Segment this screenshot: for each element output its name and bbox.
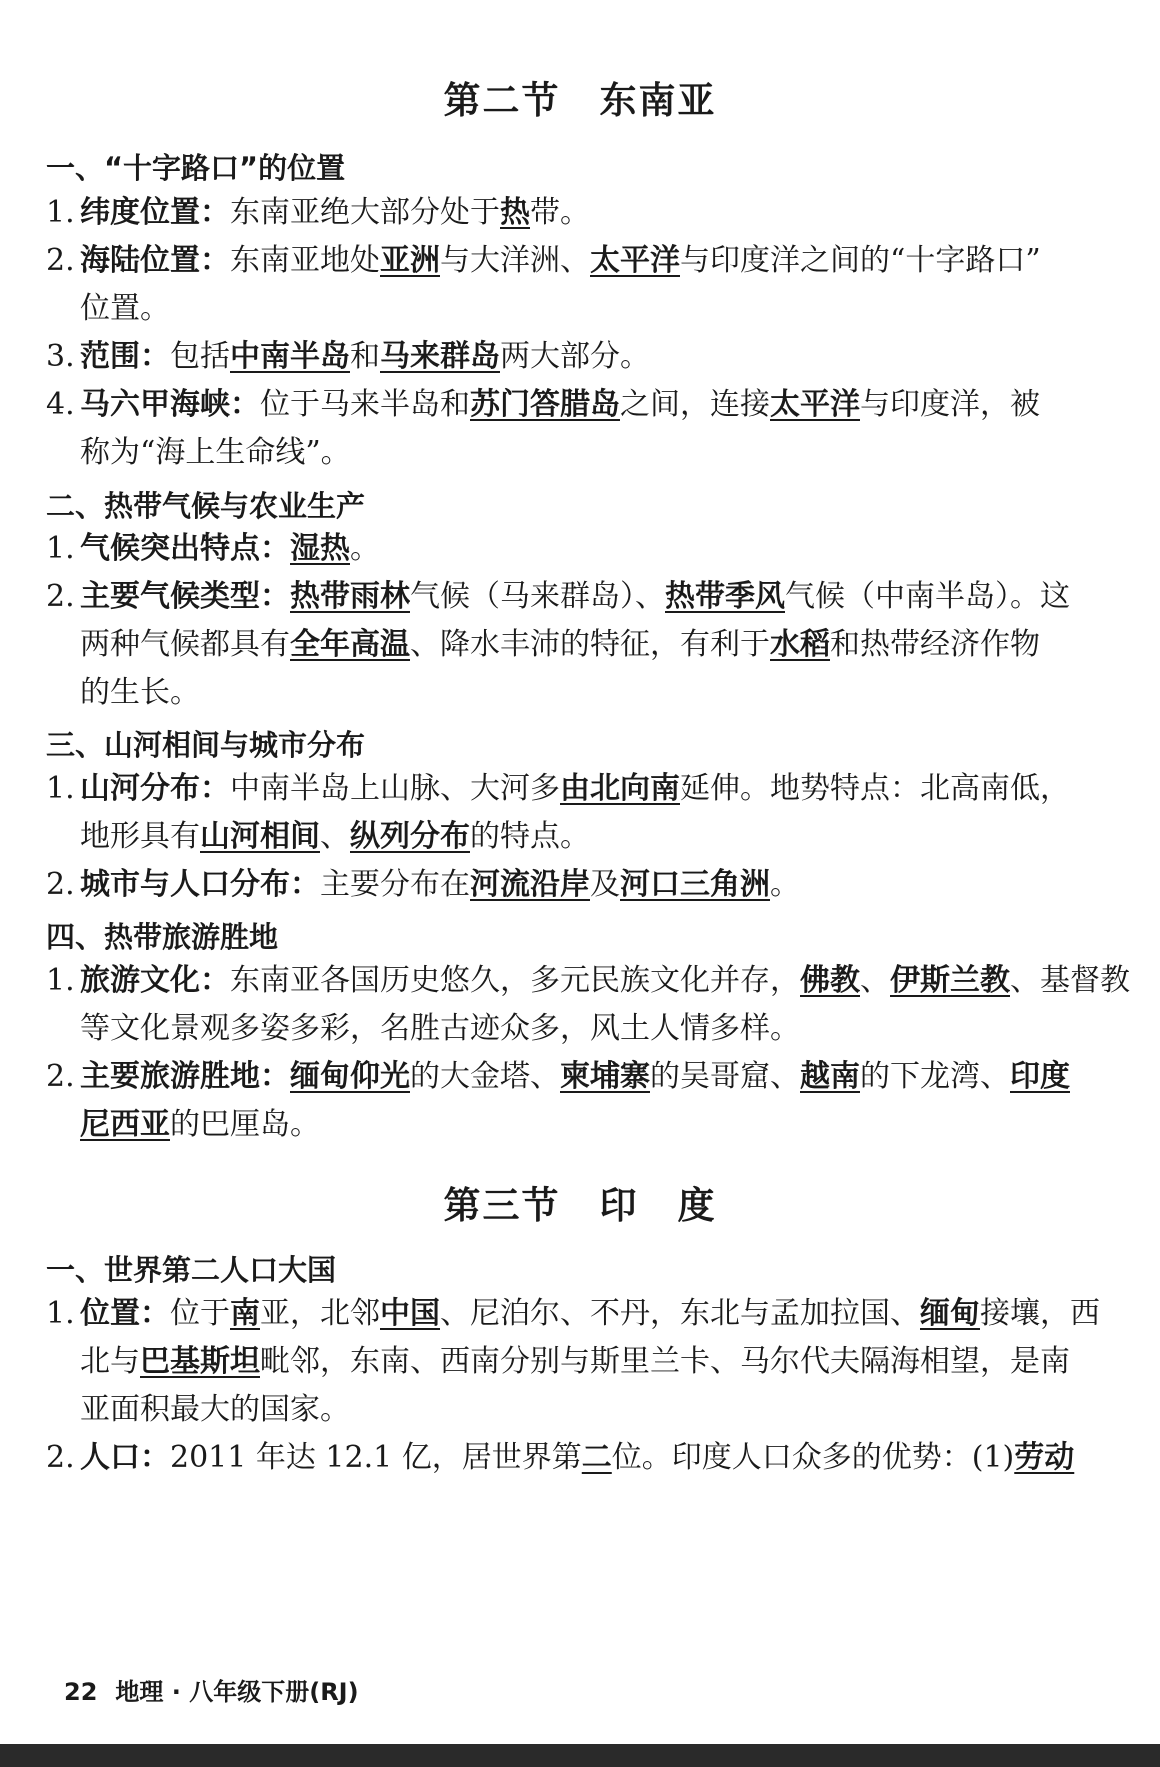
item-text: 、降水丰沛的特征，有利于 <box>410 627 770 662</box>
item-text: 、尼泊尔、不丹，东北与孟加拉国、 <box>440 1296 920 1331</box>
item-text: 毗邻，东南、西南分别与斯里兰卡、马尔代夫隔海相望，是南 <box>260 1344 1070 1379</box>
answer-blank: 由北向南 <box>560 771 680 806</box>
answer-blank: 越南 <box>800 1059 860 1094</box>
item-text: 包括 <box>170 339 230 374</box>
answer-blank: 全年高温 <box>290 627 410 662</box>
item-number: 1. <box>46 1296 75 1331</box>
answer-blank: 柬埔寨 <box>560 1059 650 1094</box>
page-number: 22 <box>64 1678 98 1706</box>
answer-blank: 佛教 <box>800 963 860 998</box>
list-item <box>46 385 1040 425</box>
list-item <box>46 529 380 569</box>
item-text: 位于马来半岛和 <box>260 387 470 422</box>
item-number: 2. <box>46 579 75 614</box>
answer-blank: 尼西亚 <box>80 1107 170 1142</box>
answer-blank: 热带季风 <box>665 579 785 614</box>
item-number: 1. <box>46 195 75 230</box>
item-label: 主要气候类型： <box>80 579 290 614</box>
item-text: 两种气候都具有 <box>80 627 290 662</box>
answer-blank: 巴基斯坦 <box>140 1344 260 1379</box>
answer-blank: 缅甸 <box>920 1296 980 1331</box>
item-text: 之间，连接 <box>620 387 770 422</box>
book-title: 地理 · 八年级下册(RJ) <box>115 1678 359 1706</box>
answer-blank: 热带雨林 <box>290 579 410 614</box>
item-text: 及 <box>590 867 620 902</box>
list-item-continuation <box>80 817 590 857</box>
answer-blank: 南 <box>230 1296 260 1331</box>
list-item <box>46 577 1070 617</box>
list-item <box>46 961 1130 1001</box>
item-text: 地形具有 <box>80 819 200 854</box>
subsection-heading: 二、热带气候与农业生产 <box>46 489 366 523</box>
answer-blank: 劳动 <box>1014 1440 1075 1475</box>
item-text: 带。 <box>530 195 590 230</box>
item-text: 中南半岛上山脉、大河多 <box>230 771 560 806</box>
item-text: 和 <box>350 339 380 374</box>
list-item <box>46 865 800 905</box>
item-text: 与印度洋之间的“十字路口” <box>680 243 1041 278</box>
item-text: 位于 <box>170 1296 230 1331</box>
list-item <box>46 1057 1070 1097</box>
item-text: 。 <box>770 867 800 902</box>
item-number: 1. <box>46 531 75 566</box>
list-item <box>46 241 1041 281</box>
item-text: 与大洋洲、 <box>440 243 590 278</box>
answer-blank: 中南半岛 <box>230 339 350 374</box>
item-number: 1. <box>46 963 75 998</box>
list-item <box>46 769 1070 809</box>
section-title: 第二节 东南亚 <box>443 79 717 122</box>
list-item-continuation: 的生长。 <box>80 675 200 710</box>
item-text: 主要分布在 <box>320 867 470 902</box>
item-text: 的特点。 <box>470 819 590 854</box>
item-text: 的下龙湾、 <box>860 1059 1010 1094</box>
list-item <box>46 337 650 377</box>
section-title: 第三节 印 度 <box>443 1184 717 1227</box>
item-text: 延伸。地势特点：北高南低， <box>680 771 1070 806</box>
item-text: 与印度洋，被 <box>860 387 1040 422</box>
bottom-bar <box>0 1744 1160 1767</box>
list-item-continuation: 位置。 <box>80 291 170 326</box>
item-text: 东南亚地处 <box>230 243 380 278</box>
item-text: 气候（中南半岛）。这 <box>785 579 1070 614</box>
answer-blank: 山河相间 <box>200 819 320 854</box>
list-item-continuation: 称为“海上生命线”。 <box>80 435 351 470</box>
answer-blank: 苏门答腊岛 <box>470 387 620 422</box>
item-text: 和热带经济作物 <box>830 627 1040 662</box>
item-label: 位置： <box>80 1296 170 1331</box>
answer-blank: 马来群岛 <box>380 339 500 374</box>
answer-blank: 二 <box>581 1440 612 1475</box>
answer-blank: 纵列分布 <box>350 819 470 854</box>
item-number: 2. <box>46 1059 75 1094</box>
item-text: 东南亚各国历史悠久，多元民族文化并存， <box>230 963 800 998</box>
item-text: 东南亚绝大部分处于 <box>230 195 500 230</box>
list-item <box>46 1438 1074 1478</box>
item-number: 4. <box>46 387 75 422</box>
list-item-continuation <box>80 1105 320 1145</box>
answer-blank: 水稻 <box>770 627 830 662</box>
answer-blank: 亚洲 <box>380 243 440 278</box>
item-label: 山河分布： <box>80 771 230 806</box>
item-text: 气候（马来群岛）、 <box>410 579 665 614</box>
answer-blank: 太平洋 <box>770 387 860 422</box>
item-text: 亚，北邻 <box>260 1296 380 1331</box>
answer-blank: 伊斯兰教 <box>890 963 1010 998</box>
answer-blank: 太平洋 <box>590 243 680 278</box>
subsection-heading: 四、热带旅游胜地 <box>46 920 279 954</box>
answer-blank: 热 <box>500 195 530 230</box>
item-text: 、 <box>320 819 350 854</box>
answer-blank: 中国 <box>380 1296 440 1331</box>
list-item <box>46 1294 1100 1334</box>
answer-blank: 河口三角洲 <box>620 867 770 902</box>
item-text: 北与 <box>80 1344 140 1379</box>
item-text: 。 <box>350 531 380 566</box>
item-number: 2. <box>46 1440 75 1475</box>
item-text: 、基督教 <box>1010 963 1130 998</box>
answer-blank: 缅甸仰光 <box>290 1059 410 1094</box>
answer-blank: 河流沿岸 <box>470 867 590 902</box>
item-text: 、 <box>860 963 890 998</box>
item-label: 主要旅游胜地： <box>80 1059 290 1094</box>
item-label: 旅游文化： <box>80 963 230 998</box>
list-item-continuation: 等文化景观多姿多彩，名胜古迹众多，风土人情多样。 <box>80 1011 800 1046</box>
item-number: 2. <box>46 243 75 278</box>
list-item-continuation: 亚面积最大的国家。 <box>80 1392 350 1427</box>
list-item-continuation <box>80 1342 1070 1382</box>
item-number: 1. <box>46 771 75 806</box>
item-label: 纬度位置： <box>80 195 230 230</box>
item-label: 马六甲海峡： <box>80 387 260 422</box>
item-label: 气候突出特点： <box>80 531 290 566</box>
list-item <box>46 193 590 233</box>
item-text: 的大金塔、 <box>410 1059 560 1094</box>
page-footer <box>64 1672 359 1707</box>
item-number: 3. <box>46 339 75 374</box>
item-number: 2. <box>46 867 75 902</box>
item-text: 位。印度人口众多的优势：(1) <box>611 1440 1015 1475</box>
subsection-heading: 一、“十字路口”的位置 <box>46 151 346 185</box>
answer-blank: 湿热 <box>290 531 350 566</box>
item-text: 两大部分。 <box>500 339 650 374</box>
item-label: 范围： <box>80 339 170 374</box>
item-text: 的吴哥窟、 <box>650 1059 800 1094</box>
item-label: 海陆位置： <box>80 243 230 278</box>
answer-blank: 印度 <box>1010 1059 1070 1094</box>
list-item-continuation <box>80 625 1040 665</box>
subsection-heading: 三、山河相间与城市分布 <box>46 728 366 762</box>
item-label: 人口： <box>80 1440 170 1475</box>
item-text: 2011 年达 12.1 亿，居世界第 <box>170 1440 582 1475</box>
item-label: 城市与人口分布： <box>80 867 320 902</box>
item-text: 的巴厘岛。 <box>170 1107 320 1142</box>
subsection-heading: 一、世界第二人口大国 <box>46 1253 337 1287</box>
item-text: 接壤，西 <box>980 1296 1100 1331</box>
